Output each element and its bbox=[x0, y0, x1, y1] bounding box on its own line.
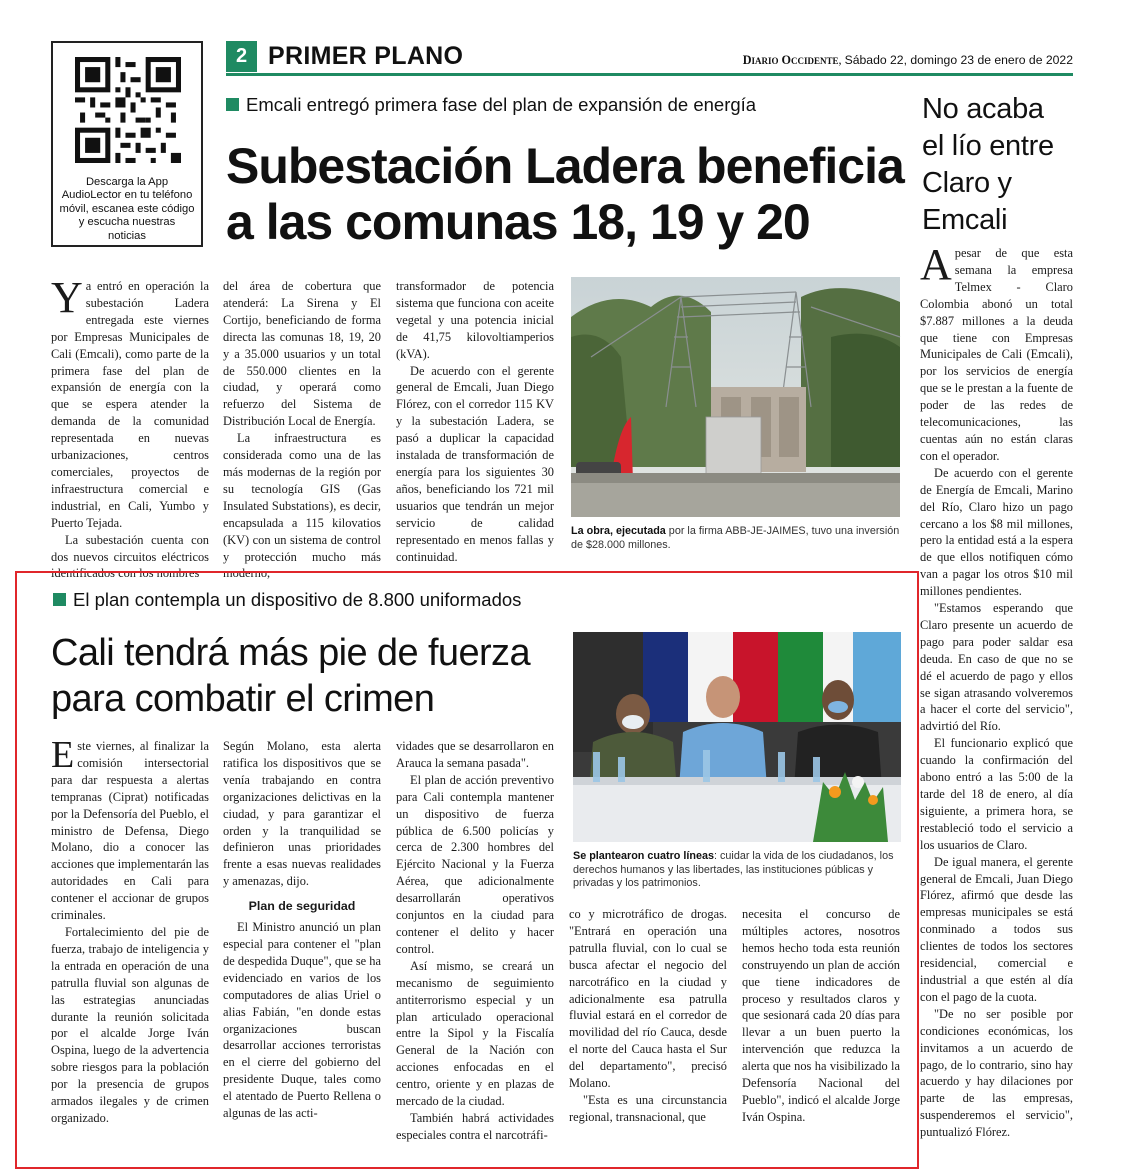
header-date: Sábado 22, domingo 23 de enero de 2022 bbox=[844, 53, 1073, 67]
article3-drop-cap: A bbox=[920, 240, 952, 289]
article3-p1: pesar de que esta semana la empresa Telmex - Claro Colombia abonó un total $7.887 millones a la deuda que tiene con Empresas Municipales de Cali (Emcali), por los servicios de energía que se le prestan a la fuente de poder de las redes de telecomunicaciones, las cuentas aún no están claras con el operador. bbox=[920, 246, 1073, 463]
article1-kicker-text: Emcali entregó primera fase del plan de expansión de energía bbox=[246, 94, 757, 115]
article2-col5 bbox=[742, 906, 900, 1130]
article1-kicker bbox=[226, 94, 756, 116]
substation-image bbox=[571, 277, 900, 517]
article2-photo-caption bbox=[573, 850, 901, 891]
meeting-photo bbox=[573, 632, 901, 842]
article1-col1-p1: a entró en operación la subestación Ladera entregada este viernes por Empresas Municipales de Cali (Emcali), como parte de la primera fase del plan de expansión de energía con la que se espera atender la demanda de la comunidad representada en nuevas urbanizaciones, centros comerciales, proyectos de infraestructura comercial e industrial, en Cali, Yumbo y Puerto Tejada. bbox=[51, 279, 209, 530]
article3-p5: De igual manera, el gerente general de Emcali, Juan Diego Flórez, afirmó que desde las empresas municipales se está conminado a todos sus clientes de todos los sectores residencial, comercial e industrial a que estén al día con el pago de la cuota. bbox=[920, 854, 1073, 1004]
article2-col1-p1: ste viernes, al finalizar la comisión intersectorial para dar respuesta a alertas tempranas (Ciprat) notificadas por la Defensoría del Pueblo, el ministro de Defensa, Diego Molano, dio a conocer las acciones que implementarán las autoridades en Cali para contener el accionar de grupos criminales. bbox=[51, 739, 209, 923]
article1-headline bbox=[226, 138, 906, 250]
article1-col1-p2: La subestación cuenta con dos nuevos circuitos eléctricos identificados con los nombres bbox=[51, 532, 209, 581]
article1-col3 bbox=[396, 278, 554, 564]
article2-col3-p1: vidades que se desarrollaron en Arauca la semana pasada". bbox=[396, 739, 554, 770]
article3-p4: El funcionario explicó que cuando la confirmación del abono entró a las 5:00 de la tarde del 18 de enero, al día siguiente, a primera hora, se restableció todo el servicio a los usuarios de Claro. bbox=[920, 736, 1073, 852]
article2-col4-p1: co y microtráfico de drogas. "Entrará en operación una patrulla fluvial, con lo cual se busca afectar el negocio del narcotráfico en la ciudad y adicionalmente esa patrulla fluvial estará en el corredor de movilidad del río Cauca, desde el norte del Cauca hasta el Sur del departamento", precisó Molano. bbox=[569, 907, 727, 1091]
article1-col3-p1: transformador de potencia sistema que funciona con aceite vegetal y una potencia inicial de 41,75 kilovoltiamperios (kVA). bbox=[396, 279, 554, 361]
article3-body bbox=[920, 240, 1073, 1140]
meeting-image bbox=[573, 632, 901, 842]
kicker-square-icon bbox=[226, 98, 239, 111]
qr-code-icon[interactable] bbox=[75, 57, 181, 163]
qr-box-text: Descarga la App AudioLector en tu teléfono móvil, escanea este código y escucha nuestras noticias bbox=[59, 176, 195, 242]
article3-p3: "Estamos esperando que Claro presente un acuerdo de pago para poder saldar esa deuda. En caso de que no se dé el acuerdo de pago y ellos se sigan atrasando volveremos a hacer el corte del servicio", advirtió del Río. bbox=[920, 601, 1073, 734]
page-number-badge bbox=[226, 41, 257, 72]
article1-col1 bbox=[51, 273, 209, 581]
article1-photo-caption bbox=[571, 525, 900, 552]
article2-headline bbox=[51, 630, 561, 722]
article1-col2 bbox=[223, 278, 381, 581]
article2-col3-p4: También habrá actividades especiales contra el narcotráfi- bbox=[396, 1110, 554, 1142]
article2-headline-line2: para combatir el crimen bbox=[51, 678, 435, 720]
article1-col3-p2: De acuerdo con el gerente general de Emcali, Juan Diego Flórez, con el corredor 115 KV y la subestación Ladera, se pasó a duplicar la capacidad instalada de transformación de energía para los siguientes 30 años, beneficiando los 721 mil usuarios que tendrán un mejor servicio de calidad representado en menos fallas y continuidad. bbox=[396, 363, 554, 564]
article3-p6: "De no ser posible por condiciones económicas, los invitamos a un acuerdo de pago, de lo contrario, sino hay acuerdo y hay dilaciones por parte de las empresas, suspenderemos el servicio", puntualizó Flórez. bbox=[920, 1006, 1073, 1140]
article2-caption-text: : cuidar la vida de los ciudadanos, los derechos humanos y las libertades, las instituciones públicas y privadas y los patrimonios. bbox=[573, 850, 894, 889]
article2-col3 bbox=[396, 738, 554, 1142]
page-number: 2 bbox=[235, 45, 248, 67]
article3-p2: De acuerdo con el gerente de Energía de Emcali, Marino del Río, Claro hizo un pago cercano a los $8 mil millones, pero la entidad está a la espera de que ellos notifiquen cómo van a pagar los otros $10 mil millones pendientes. bbox=[920, 465, 1073, 599]
article1-drop-cap: Y bbox=[51, 273, 83, 322]
article2-kicker-text: El plan contempla un dispositivo de 8.800 uniformados bbox=[73, 589, 522, 610]
article2-col1 bbox=[51, 734, 209, 1130]
kicker-square-icon bbox=[53, 593, 66, 606]
article1-headline-line2: a las comunas 18, 19 y 20 bbox=[226, 194, 810, 250]
article2-col2-p2: El Ministro anunció un plan especial para contener el "plan de despedida Duque", que se ha evidenciado en varios de los computadores de alias Uriel o alias Fabián, "en donde estas organizaciones buscan desarrollar acciones terroristas en el cierre del gobierno del presidente Duque, tales como el atentado de Puerto Rellena o algunas de las acti- bbox=[223, 920, 381, 1121]
article2-col5-p1: necesita el concurso de múltiples actores, nosotros hemos hecho toda esta reunión construyendo un plan de acción que tiene indicadores de proceso y resultados claros y que sesionará cada 20 días para llevar a un buen puerto la intervención que reduzca la alerta que nos ha visibilizado la Defensoría Nacional del Pueblo", indicó el alcalde Jorge Iván Ospina. bbox=[742, 907, 900, 1124]
article2-col4-p2: "Esta es una circunstancia regional, transnacional, que bbox=[569, 1092, 727, 1124]
header-rule bbox=[226, 73, 1073, 76]
substation-photo bbox=[571, 277, 900, 517]
paper-name: Diario Occidente bbox=[742, 53, 839, 67]
article2-headline-line1: Cali tendrá más pie de fuerza bbox=[51, 632, 530, 674]
article1-caption-bold: La obra, ejecutada bbox=[571, 525, 666, 537]
article2-col2-p1: Según Molano, esta alerta ratifica los dispositivos que se venía trabajando en contra organizaciones delictivas en la ciudad, y para garantizar el orden y la tranquilidad se definieron unas prioridades frente a esas nuevas realidades y amenazas, dijo. bbox=[223, 739, 381, 889]
article2-caption-bold: Se plantearon cuatro líneas bbox=[573, 850, 715, 862]
article2-drop-cap: E bbox=[51, 734, 75, 776]
article1-caption-text: por la firma ABB-JE-JAIMES, tuvo una inversión de $28.000 millones. bbox=[571, 525, 900, 551]
article2-col2 bbox=[223, 738, 381, 1130]
header-masthead: Diario Occidente, Sábado 22, domingo 23 de enero de 2022 bbox=[742, 53, 1073, 67]
section-title: PRIMER PLANO bbox=[268, 42, 464, 70]
article3-headline: No acaba el lío entre Claro y Emcali bbox=[922, 93, 1054, 236]
article1-headline-line1: Subestación Ladera beneficia bbox=[226, 138, 904, 194]
article2-subhead: Plan de seguridad bbox=[248, 899, 356, 914]
article2-col3-p2: El plan de acción preventivo para Cali contempla mantener un dispositivo de fuerza pública de 6.500 policías y cerca de 2.300 hombres del Ejército Nacional y la Fuerza Aérea, que adicionalmente desarrollarán operativos conjuntos en la ciudad para contener el delito y hacer control. bbox=[396, 772, 554, 956]
article1-col2-p1: del área de cobertura que atenderá: La Sirena y El Cortijo, beneficiando de forma directa las comunas 18, 19, 20 y a 35.000 usuarios y un total de 550.000 clientes en la ciudad, y operará como refuerzo del Sistema de Distribución Local de Energía. bbox=[223, 279, 381, 429]
article1-col2-p2: La infraestructura es considerada como una de las más modernas de la región por su tecnología GIS (Gas Insulated Substations), es decir, encapsulada a 115 kilovatios (KV) con un sistema de control y protección mucho más moderno, bbox=[223, 431, 381, 581]
article2-col4 bbox=[569, 906, 727, 1130]
qr-box bbox=[51, 41, 203, 247]
article2-col3-p3: Así mismo, se creará un mecanismo de seguimiento antiterrorismo especial y un plan articulado operacional entre la Sipol y la Fiscalía General de la Nación con acciones enfocadas en el centro, oriente y en plazas de mercado de la ciudad. bbox=[396, 958, 554, 1109]
article2-kicker bbox=[53, 589, 521, 611]
article2-col1-p2: Fortalecimiento del pie de fuerza, trabajo de inteligencia y la entrada en operación de una patrulla fluvial son algunas de las estrategias anunciadas durante la reunión solicitada por el alcalde Jorge Iván Ospina, luego de la advertencia sobre riesgos para la población por la presencia de grupos armados ilegales y de crimen organizado. bbox=[51, 924, 209, 1125]
